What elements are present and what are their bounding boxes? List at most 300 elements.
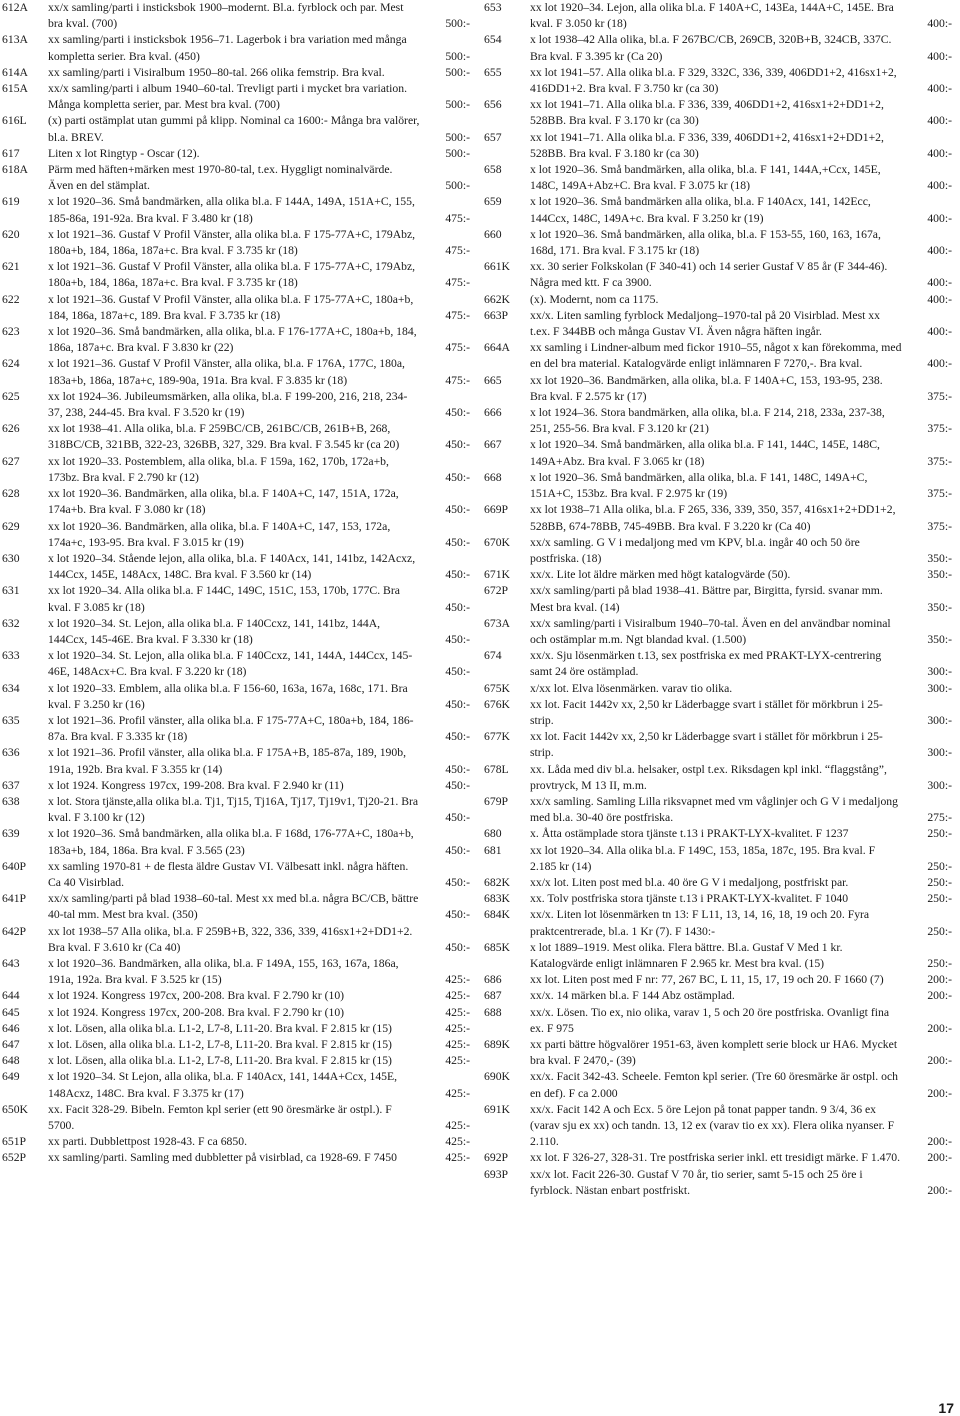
lot-description: xx/x. Liten lot lösenmärken tn 13: F L11, 13, 14, 16, 18, 19 och 20. Fyra praktcentrerade, bl.a. 1 Kr (7). F 1430:- xyxy=(530,908,870,938)
lot-price: 300:- xyxy=(927,746,952,760)
lot-number: 652P xyxy=(2,1151,27,1165)
lot-description: xx/x samling. G V i medaljong med vm KPV, bl.a. ingår 40 och 50 öre postfriska. (18) xyxy=(530,535,860,565)
lot-number: 643 xyxy=(2,956,20,970)
lot-price: 400:- xyxy=(927,325,952,339)
lot-number: 664A xyxy=(484,341,510,355)
lot-number: 619 xyxy=(2,195,20,209)
lot-entry xyxy=(0,162,470,194)
lot-price: 425:- xyxy=(445,1151,470,1165)
lot-entry xyxy=(482,762,952,794)
lot-price: 475:- xyxy=(445,341,470,355)
lot-body xyxy=(0,681,420,713)
lot-entry xyxy=(482,907,952,939)
lot-price: 375:- xyxy=(927,422,952,436)
lot-number: 684K xyxy=(484,908,510,922)
lot-number: 675K xyxy=(484,681,510,695)
lot-description: xx lot 1920–34. Lejon, alla olika bl.a. F 140A+C, 143Ea, 144A+C, 145E. Bra kval. F 3.050 kr (18) xyxy=(530,1,894,31)
lot-number: 655 xyxy=(484,65,502,79)
lot-entry xyxy=(0,389,470,421)
lot-price: 300:- xyxy=(927,713,952,727)
lot-entry xyxy=(482,875,952,891)
lot-entry xyxy=(482,0,952,32)
lot-description: (x) parti ostämplat utan gummi på klipp. Nominal ca 1600:- Många bra valörer, bl.a. BREV. xyxy=(48,114,420,144)
lot-body xyxy=(0,1134,420,1150)
lot-description: x lot 1921–36. Profil vänster, alla olika bl.a. F 175-77A+C, 180a+b, 184, 186-87a. Bra kval. F 3.335 kr (18) xyxy=(48,713,414,744)
lot-number: 690K xyxy=(484,1070,510,1084)
lot-description: xx/x samling/parti på blad 1938–41. Bättre par, Birgitta, fyrsid. svanar mm. Mest bra kval. (14) xyxy=(530,584,883,614)
lot-body xyxy=(0,551,420,583)
page-number: 17 xyxy=(938,1400,954,1416)
lot-body xyxy=(0,988,420,1004)
lot-description: xx/x. Facit 142 A och Ecx. 5 öre Lejon på tonat papper tandn. 9 3/4, 36 ex (varav sju ex xx) och tandn. 13, 12 ex (varav tio ex xx). Flera olika nyanser. F 2.110. xyxy=(530,1102,895,1149)
lot-number: 667 xyxy=(484,438,502,452)
lot-body xyxy=(482,616,902,648)
lot-entry xyxy=(482,794,952,826)
lot-entry xyxy=(0,0,470,32)
lot-entry xyxy=(0,292,470,324)
lot-price: 450:- xyxy=(445,406,470,420)
lot-price: 425:- xyxy=(445,1038,470,1051)
lot-description: x lot 1920–36. Små bandmärken, alla olika, bl.a. F 141, 144A,+Ccx, 145E, 148C, 149A+Abz+C. Bra kval. F 3.075 kr (18) xyxy=(530,163,881,193)
lot-entry xyxy=(482,1150,952,1166)
lot-number: 637 xyxy=(2,778,20,792)
lot-body xyxy=(482,648,902,680)
lot-description: x lot 1920–36. Små bandmärken, alla olika bl.a. F 168d, 176-77A+C, 180a+b, 183a+b, 184, 186a. Bra kval. F 3.565 (23) xyxy=(48,827,414,857)
lot-description: x lot 1920–34. St. Lejon, alla olika bl.a. F 140Ccxz, 141, 144A, 144Ccx, 145-46E, 148Acx+C. Bra kval. F 3.220 kr (18) xyxy=(48,649,413,679)
lot-entry xyxy=(0,32,470,64)
left-column xyxy=(0,0,470,1167)
lot-price: 375:- xyxy=(927,519,952,533)
lot-body xyxy=(0,356,420,388)
lot-price: 425:- xyxy=(445,1005,470,1019)
lot-description: xx lot 1938–41. Alla olika, bl.a. F 259BC/CB, 261BC/CB, 261B+B, 268, 318BC/CB, 321BB, 322-23, 326BB, 327, 329. Bra kval. F 3.545 kr (ca 20) xyxy=(48,422,400,452)
lot-description: xx. Facit 328-29. Bibeln. Femton kpl serier (ett 90 öresmärke är ostpl.). F 5700. xyxy=(48,1102,392,1133)
lot-body xyxy=(482,1069,902,1101)
lot-entry xyxy=(482,940,952,972)
lot-number: 613A xyxy=(2,33,28,47)
lot-body xyxy=(0,778,420,794)
lot-description: x lot 1921–36. Gustaf V Profil Vänster, alla olika bl.a. F 175-77A+C, 179Abz, 180a+b, 184, 186a, 187a+c. Bra kval. F 3.735 kr (18) xyxy=(48,260,416,290)
lot-price: 450:- xyxy=(445,778,470,792)
lot-body xyxy=(0,1021,420,1037)
lot-number: 687 xyxy=(484,989,502,1003)
lot-body xyxy=(0,162,420,194)
lot-price: 200:- xyxy=(927,1151,952,1165)
lot-description: xx parti. Dubblettpost 1928-43. F ca 6850. xyxy=(48,1135,247,1149)
lot-price: 250:- xyxy=(927,924,952,938)
lot-entry xyxy=(0,194,470,226)
lot-body xyxy=(482,437,902,469)
lot-entry xyxy=(0,81,470,113)
lot-description: x lot 1924. Kongress 197cx, 199-208. Bra kval. F 2.940 kr (11) xyxy=(48,778,344,792)
lot-entry xyxy=(0,1005,470,1021)
lot-number: 685K xyxy=(484,940,510,954)
lot-number: 683K xyxy=(484,892,510,906)
lot-price: 425:- xyxy=(445,1021,470,1035)
lot-number: 677K xyxy=(484,730,510,744)
lot-entry xyxy=(0,681,470,713)
lot-description: xx samling 1970-81 + de flesta äldre Gustav VI. Välbesatt inkl. några häften. Ca 40 Visirblad. xyxy=(48,859,409,889)
lot-description: xx lot. Facit 1442v xx, 2,50 kr Läderbagge svart i stället för mörkbrun i 25-strip. xyxy=(530,730,883,760)
lot-number: 688 xyxy=(484,1005,502,1019)
lot-number: 661K xyxy=(484,260,510,274)
lot-body xyxy=(482,227,902,259)
lot-price: 450:- xyxy=(445,438,470,452)
lot-description: xx/x. Lite lot äldre märken med högt katalogvärde (50). xyxy=(530,568,791,582)
lot-price: 475:- xyxy=(445,373,470,387)
right-column xyxy=(482,0,952,1199)
lot-description: xx/x. Sju lösenmärken t.13, sex postfriska ex med PRAKT-LYX-centrering samt 24 öre ostämplad. xyxy=(530,649,882,679)
lot-price: 200:- xyxy=(927,1054,952,1068)
lot-number: 673A xyxy=(484,616,510,630)
lot-entry xyxy=(0,616,470,648)
lot-number: 657 xyxy=(484,130,502,144)
lot-entry xyxy=(482,292,952,308)
lot-entry xyxy=(482,826,952,842)
lot-entry xyxy=(482,1069,952,1101)
lot-price: 400:- xyxy=(927,146,952,160)
lot-number: 623 xyxy=(2,325,20,339)
lot-body xyxy=(482,681,902,697)
lot-entry xyxy=(482,681,952,697)
lot-entry xyxy=(0,778,470,794)
lot-entry xyxy=(0,745,470,777)
lot-price: 400:- xyxy=(927,276,952,290)
lot-description: Pärm med häften+märken mest 1970-80-tal, t.ex. Hyggligt nominalvärde. Även en del stämplat. xyxy=(48,163,393,193)
lot-number: 665 xyxy=(484,373,502,387)
lot-number: 632 xyxy=(2,616,20,630)
lot-entry xyxy=(0,227,470,259)
lot-entry xyxy=(0,956,470,988)
lot-number: 679P xyxy=(484,794,509,808)
lot-number: 642P xyxy=(2,924,27,938)
lot-body xyxy=(0,81,420,113)
lot-entry xyxy=(482,843,952,875)
lot-price: 250:- xyxy=(927,875,952,889)
lot-description: xx lot 1920–34. Alla olika bl.a. F 149C, 153, 185a, 187c, 195. Bra kval. F 2.185 kr (14) xyxy=(530,843,876,873)
lot-number: 676K xyxy=(484,697,510,711)
lot-description: xx lot. Liten post med F nr: 77, 267 BC, L 11, 15, 17, 19 och 20. F 1660 (7) xyxy=(530,973,884,987)
lot-body xyxy=(0,924,420,956)
lot-body xyxy=(0,292,420,324)
lot-description: x lot 1920–36. Små bandmärken, alla olika, bl.a. F 176-177A+C, 180a+b, 184, 186a, 187a+c. Bra kval. F 3.830 kr (22) xyxy=(48,325,417,355)
lot-body xyxy=(0,194,420,226)
lot-price: 400:- xyxy=(927,82,952,96)
lot-description: xx lot 1920–34. Alla olika bl.a. F 144C, 149C, 151C, 153, 170b, 177C. Bra kval. F 3.085 kr (18) xyxy=(48,584,400,614)
lot-description: x lot. Lösen, alla olika bl.a. L1-2, L7-8, L11-20. Bra kval. F 2.815 kr (15) xyxy=(48,1021,392,1035)
lot-number: 669P xyxy=(484,503,509,517)
lot-body xyxy=(0,956,420,988)
lot-number: 658 xyxy=(484,163,502,177)
lot-body xyxy=(482,794,902,826)
lot-description: x lot 1921–36. Gustaf V Profil Vänster, alla olika, bl.a. F 176A, 177C, 180a, 183a+b, 186a, 187a+c, 189-90a, 191a. Bra kval. F 3.835 kr (18) xyxy=(48,357,405,387)
lot-price: 450:- xyxy=(445,843,470,857)
lot-price: 450:- xyxy=(445,875,470,889)
lot-entry xyxy=(482,891,952,907)
lot-price: 450:- xyxy=(445,811,470,825)
lot-body xyxy=(482,65,902,97)
lot-entry xyxy=(0,988,470,1004)
lot-entry xyxy=(482,340,952,372)
lot-number: 630 xyxy=(2,551,20,565)
lot-number: 636 xyxy=(2,746,20,760)
lot-body xyxy=(0,713,420,745)
lot-entry xyxy=(482,65,952,97)
lot-price: 475:- xyxy=(445,244,470,258)
lot-body xyxy=(482,130,902,162)
lot-body xyxy=(482,194,902,226)
lot-description: xx/x samling/parti på blad 1938–60-tal. Mest xx med bl.a. några BC/CB, bättre 40-tal mm. Mest bra kval. (350) xyxy=(48,892,419,922)
lot-number: 659 xyxy=(484,195,502,209)
lot-number: 617 xyxy=(2,146,20,160)
lot-price: 250:- xyxy=(927,859,952,873)
lot-entry xyxy=(0,519,470,551)
lot-body xyxy=(0,486,420,518)
lot-description: xx lot 1920–36. Bandmärken, alla olika, bl.a. F 140A+C, 147, 151A, 172a, 174a+b. Bra kval. F 3.080 kr (18) xyxy=(48,487,399,517)
lot-entry xyxy=(482,567,952,583)
lot-price: 200:- xyxy=(927,1086,952,1100)
lot-body xyxy=(0,794,420,826)
lot-body xyxy=(0,454,420,486)
lot-price: 350:- xyxy=(927,600,952,614)
lot-number: 620 xyxy=(2,227,20,241)
lot-body xyxy=(482,1102,902,1151)
lot-number: 650K xyxy=(2,1102,28,1116)
lot-entry xyxy=(482,308,952,340)
lot-number: 647 xyxy=(2,1038,20,1051)
lot-price: 500:- xyxy=(445,130,470,144)
lot-body xyxy=(482,308,902,340)
lot-description: xx lot 1941–71. Alla olika bl.a. F 336, 339, 406DD1+2, 416sx1+2+DD1+2, 528BB. Bra kval. F 3.180 kr (ca 30) xyxy=(530,130,884,160)
lot-entry xyxy=(482,697,952,729)
lot-description: x lot. Lösen, alla olika bl.a. L1-2, L7-8, L11-20. Bra kval. F 2.815 kr (15) xyxy=(48,1038,392,1051)
lot-number: 634 xyxy=(2,681,20,695)
lot-description: x lot. Lösen, alla olika bl.a. L1-2, L7-8, L11-20. Bra kval. F 2.815 kr (15) xyxy=(48,1054,392,1068)
lot-description: x lot 1924–36. Stora bandmärken, alla olika, bl.a. F 214, 218, 233a, 237-38, 251, 255-56. Bra kval. F 3.120 kr (21) xyxy=(530,406,885,436)
lot-entry xyxy=(0,924,470,956)
lot-price: 375:- xyxy=(927,389,952,403)
lot-description: xx lot 1920–33. Postemblem, alla olika, bl.a. F 159a, 162, 170b, 172a+b, 173bz. Bra kval. F 2.790 kr (12) xyxy=(48,454,389,484)
lot-entry xyxy=(0,421,470,453)
lot-price: 425:- xyxy=(445,989,470,1003)
lot-description: x lot 1889–1919. Mest olika. Flera bättre. Bl.a. Gustaf V Med 1 kr. Katalogvärde enligt inlämnaren F 2.965 kr. Mest bra kval. (15) xyxy=(530,940,843,970)
lot-price: 350:- xyxy=(927,551,952,565)
lot-description: x lot 1924. Kongress 197cx, 200-208. Bra kval. F 2.790 kr (10) xyxy=(48,989,345,1003)
lot-body xyxy=(482,535,902,567)
lot-body xyxy=(0,1150,420,1166)
lot-price: 475:- xyxy=(445,276,470,290)
lot-description: xx lot 1938–57 Alla olika, bl.a. F 259B+B, 322, 336, 339, 416sx1+2+DD1+2. Bra kval. F 3.610 kr (Ca 40) xyxy=(48,924,413,954)
lot-description: xx. Låda med div bl.a. helsaker, ostpl t.ex. Riksdagen kpl inkl. “flaggstång”, provtryck, M 13 II, m.m. xyxy=(530,762,887,792)
lot-body xyxy=(0,648,420,680)
lot-price: 450:- xyxy=(445,730,470,744)
lot-description: xx samling/parti i insticksbok 1956–71. Lagerbok i bra variation med många kompletta serier. Bra kval. (450) xyxy=(48,33,407,63)
lot-body xyxy=(482,405,902,437)
lot-body xyxy=(0,146,420,162)
lot-number: 672P xyxy=(484,584,509,598)
lot-price: 400:- xyxy=(927,179,952,193)
lot-description: xx lot. Facit 1442v xx, 2,50 kr Läderbagge svart i stället för mörkbrun i 25-strip. xyxy=(530,697,883,727)
lot-description: xx samling/parti i Visiralbum 1950–80-tal. 266 olika femstrip. Bra kval. xyxy=(48,65,385,79)
lot-price: 475:- xyxy=(445,211,470,225)
lot-number: 692P xyxy=(484,1151,509,1165)
lot-description: xx/x samling/parti i album 1940–60-tal. Trevligt parti i mycket bra variation. Många kompletta serier, par. Mest bra kval. (700) xyxy=(48,82,408,112)
lot-price: 350:- xyxy=(927,568,952,582)
lot-price: 275:- xyxy=(927,811,952,825)
lot-entry xyxy=(482,32,952,64)
lot-body xyxy=(482,567,902,583)
lot-price: 375:- xyxy=(927,454,952,468)
lot-description: x lot 1920–34. Små bandmärken, alla olika bl.a. F 141, 144C, 145E, 148C, 149A+Abz. Bra kval. F 3.065 kr (18) xyxy=(530,438,880,468)
lot-number: 682K xyxy=(484,875,510,889)
lot-number: 691K xyxy=(484,1102,510,1116)
lot-body xyxy=(0,519,420,551)
lot-body xyxy=(0,1037,420,1053)
lot-price: 425:- xyxy=(445,973,470,987)
lot-price: 425:- xyxy=(445,1135,470,1149)
lot-body xyxy=(482,972,902,988)
lot-price: 375:- xyxy=(927,487,952,501)
lot-price: 500:- xyxy=(445,98,470,112)
lot-body xyxy=(482,0,902,32)
lot-number: 663P xyxy=(484,308,509,322)
lot-entry xyxy=(482,162,952,194)
lot-description: x lot 1921–36. Gustaf V Profil Vänster, alla olika bl.a. F 175-77A+C, 179Abz, 180a+b, 184, 186a, 187a+c. Bra kval. F 3.735 kr (18) xyxy=(48,227,416,258)
lot-price: 450:- xyxy=(445,568,470,582)
lot-body xyxy=(0,1005,420,1021)
lot-description: x lot 1920–36. Små bandmärken alla olika, bl.a. F 140Acx, 141, 142Ecc, 144Ccx, 148C, 149A+c. Bra kval. F 3.250 kr (19) xyxy=(530,195,871,225)
lot-price: 500:- xyxy=(445,146,470,160)
lot-entry xyxy=(0,454,470,486)
lot-entry xyxy=(482,988,952,1004)
lot-entry xyxy=(482,470,952,502)
lot-body xyxy=(482,259,902,291)
lot-body xyxy=(0,891,420,923)
lot-price: 450:- xyxy=(445,632,470,646)
lot-entry xyxy=(482,1037,952,1069)
lot-entry xyxy=(0,648,470,680)
lot-number: 612A xyxy=(2,1,28,14)
lot-entry xyxy=(0,826,470,858)
lot-number: 624 xyxy=(2,357,20,371)
lot-entry xyxy=(482,259,952,291)
lot-number: 653 xyxy=(484,1,502,14)
lot-price: 475:- xyxy=(445,308,470,322)
lot-entry xyxy=(0,1069,470,1101)
lot-entry xyxy=(482,194,952,226)
lot-body xyxy=(482,292,902,308)
lot-description: xx lot 1941–57. Alla olika bl.a. F 329, 332C, 336, 339, 406DD1+2, 416sx1+2, 416DD1+2. Bra kval. F 3.750 kr (ca 30) xyxy=(530,65,897,96)
lot-price: 200:- xyxy=(927,1183,952,1197)
lot-number: 674 xyxy=(484,649,502,663)
lot-entry xyxy=(482,97,952,129)
lot-description: x lot 1921–36. Gustaf V Profil Vänster, alla olika bl.a. F 175-77A+C, 180a+b, 184, 186a, 187a+c, 189. Bra kval. F 3.735 kr (18) xyxy=(48,292,414,322)
lot-entry xyxy=(482,616,952,648)
lot-entry xyxy=(482,437,952,469)
lot-entry xyxy=(0,1150,470,1166)
lot-number: 656 xyxy=(484,98,502,112)
lot-number: 635 xyxy=(2,713,20,727)
lot-body xyxy=(0,1053,420,1069)
lot-body xyxy=(482,826,902,842)
lot-description: xx/x. Lösen. Tio ex, nio olika, varav 1, 5 och 20 öre postfriska. Ovanligt fina ex. F 975 xyxy=(530,1005,890,1035)
lot-body xyxy=(482,470,902,502)
lot-price: 200:- xyxy=(927,1021,952,1035)
lot-entry xyxy=(482,227,952,259)
lot-entry xyxy=(482,373,952,405)
lot-description: xx lot 1920–36. Bandmärken, alla olika, bl.a. F 140A+C, 147, 153, 172a, 174a+c, 193-95. Bra kval. F 3.015 kr (19) xyxy=(48,519,391,549)
lot-description: x lot 1924. Kongress 197cx, 200-208. Bra kval. F 2.790 kr (10) xyxy=(48,1005,345,1019)
lot-price: 425:- xyxy=(445,1086,470,1100)
lot-number: 627 xyxy=(2,454,20,468)
lot-entry xyxy=(482,972,952,988)
lot-number: 662K xyxy=(484,292,510,306)
lot-number: 689K xyxy=(484,1038,510,1051)
lot-price: 450:- xyxy=(445,503,470,517)
lot-entry xyxy=(482,1167,952,1199)
lot-body xyxy=(482,729,902,761)
lot-description: xx/x lot. Liten post med bl.a. 40 öre G V i medaljong, postfriskt par. xyxy=(530,875,849,889)
lot-body xyxy=(0,113,420,145)
lot-price: 450:- xyxy=(445,665,470,679)
lot-number: 666 xyxy=(484,406,502,420)
lot-entry xyxy=(0,1053,470,1069)
lot-description: xx lot. F 326-27, 328-31. Tre postfriska serier inkl. ett tresidigt märke. F 1.470. xyxy=(530,1151,901,1165)
lot-entry xyxy=(0,486,470,518)
lot-entry xyxy=(482,502,952,534)
lot-body xyxy=(0,583,420,615)
lot-description: x/xx lot. Elva lösenmärken. varav tio olika. xyxy=(530,681,733,695)
lot-price: 500:- xyxy=(445,17,470,31)
lot-body xyxy=(0,227,420,259)
lot-body xyxy=(0,745,420,777)
lot-number: 680 xyxy=(484,827,502,841)
lot-body xyxy=(0,859,420,891)
lot-body xyxy=(482,32,902,64)
lot-body xyxy=(0,1069,420,1101)
lot-body xyxy=(482,1150,902,1166)
lot-number: 668 xyxy=(484,470,502,484)
lot-body xyxy=(0,421,420,453)
lot-number: 629 xyxy=(2,519,20,533)
lot-body xyxy=(482,843,902,875)
lot-body xyxy=(482,373,902,405)
lot-number: 641P xyxy=(2,892,27,906)
lot-number: 654 xyxy=(484,33,502,47)
lot-entry xyxy=(482,535,952,567)
lot-entry xyxy=(0,356,470,388)
lot-body xyxy=(482,340,902,372)
lot-price: 250:- xyxy=(927,892,952,906)
lot-description: x lot 1920–34. Stående lejon, alla olika, bl.a. F 140Acx, 141, 141bz, 142Acxz, 144Ccx, 145E, 148Acx, 148C. Bra kval. F 3.560 kr (14) xyxy=(48,551,416,582)
lot-number: 693P xyxy=(484,1167,509,1181)
lot-entry xyxy=(482,729,952,761)
lot-number: 622 xyxy=(2,292,20,306)
lot-description: x lot 1921–36. Profil vänster, alla olika bl.a. F 175A+B, 185-87a, 189, 190b, 191a, 192b. Bra kval. F 3.355 kr (14) xyxy=(48,746,407,776)
lot-number: 618A xyxy=(2,163,28,177)
lot-number: 686 xyxy=(484,973,502,987)
lot-number: 621 xyxy=(2,260,20,274)
lot-entry xyxy=(0,65,470,81)
lot-entry xyxy=(0,1021,470,1037)
lot-price: 450:- xyxy=(445,908,470,922)
lot-body xyxy=(482,97,902,129)
lot-number: 651P xyxy=(2,1135,27,1149)
lot-body xyxy=(0,616,420,648)
lot-number: 646 xyxy=(2,1021,20,1035)
lot-body xyxy=(482,162,902,194)
lot-description: xx/x. Facit 342-43. Scheele. Femton kpl serier. (Tre 60 öresmärke är ostpl. och en def). F ca 2.000 xyxy=(530,1070,898,1100)
